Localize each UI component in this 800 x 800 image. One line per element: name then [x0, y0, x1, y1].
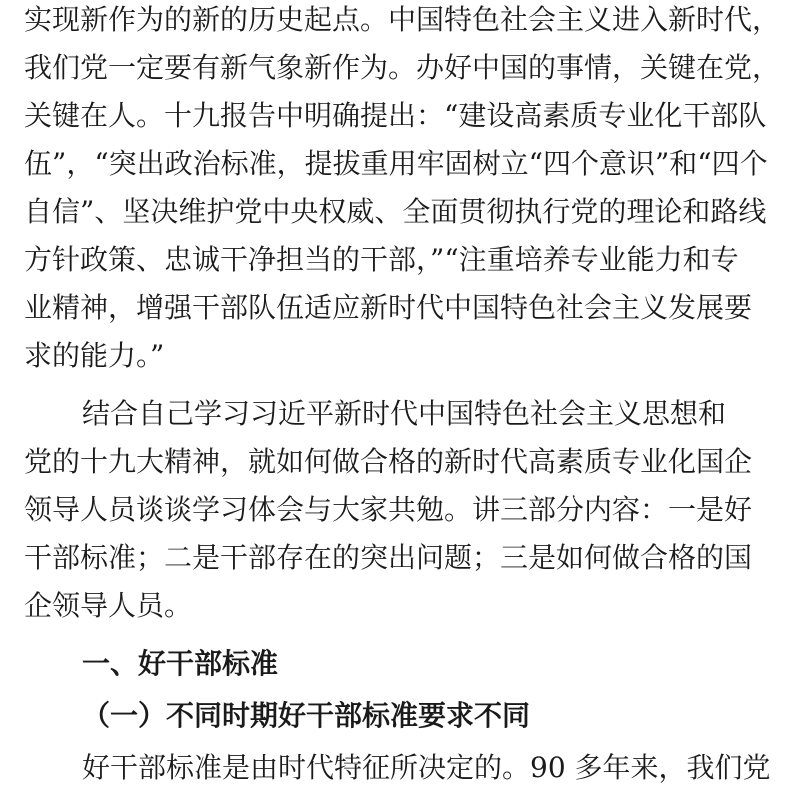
subsection-heading: （一）不同时期好干部标准要求不同 [82, 699, 531, 732]
body-text-line: 关键在人。十九报告中明确提出：“建设高素质专业化干部队 [24, 99, 767, 132]
body-text-line: 党的十九大精神，就如何做合格的新时代高素质专业化国企 [24, 445, 753, 478]
paragraph-first-line: 好干部标准是由时代特征所决定的。90 多年来，我们党 [82, 751, 771, 784]
body-text-line: 企领导人员。 [24, 589, 193, 622]
body-text-line: 求的能力。” [24, 339, 165, 372]
body-text-line: 伍”，“突出政治标准，提拔重用牢固树立“四个意识”和“四个 [24, 147, 768, 180]
body-text-line: 自信”、坚决维护党中央权威、全面贯彻执行党的理论和路线 [24, 195, 767, 228]
body-text-line: 干部标准；二是干部存在的突出问题；三是如何做合格的国 [24, 541, 753, 574]
body-text-line: 领导人员谈谈学习体会与大家共勉。讲三部分内容：一是好 [24, 493, 753, 526]
paragraph-first-line: 结合自己学习习近平新时代中国特色社会主义思想和 [82, 397, 727, 430]
body-text-line: 实现新作为的新的历史起点。中国特色社会主义进入新时代， [24, 3, 781, 36]
body-text-line: 我们党一定要有新气象新作为。办好中国的事情，关键在党， [24, 51, 781, 84]
section-heading: 一、好干部标准 [82, 647, 279, 680]
body-text-line: 方针政策、忠诚干净担当的干部，”“注重培养专业能力和专 [24, 243, 739, 276]
body-text-line: 业精神，增强干部队伍适应新时代中国特色社会主义发展要 [24, 291, 753, 324]
